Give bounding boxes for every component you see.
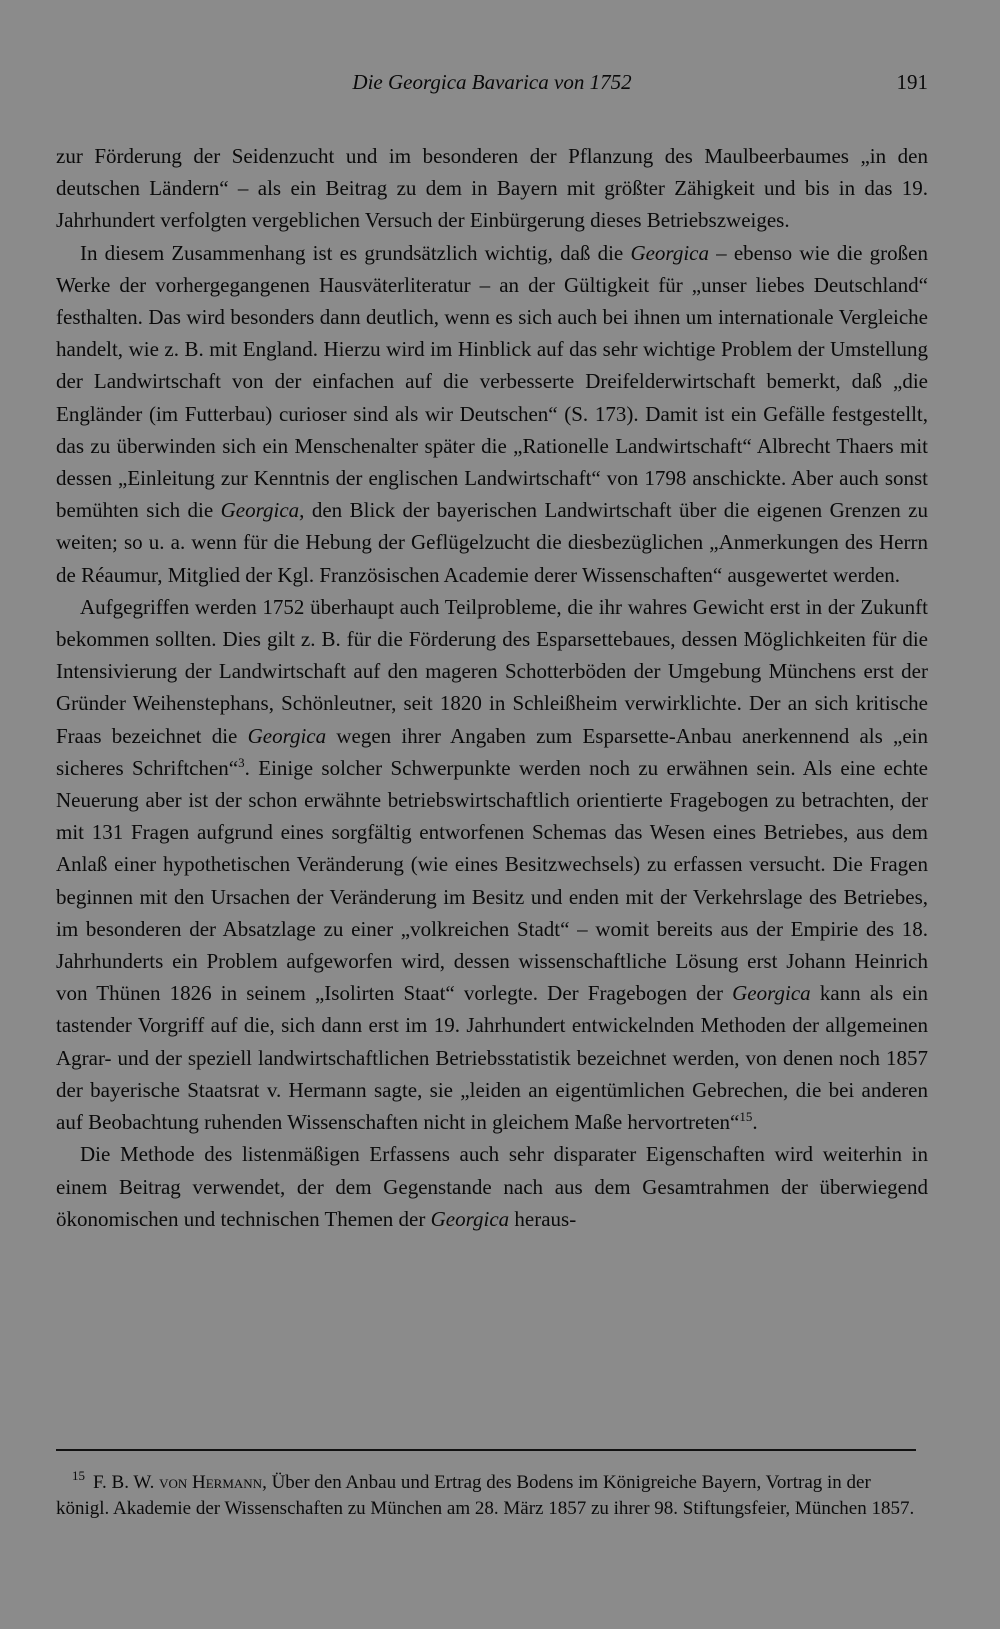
paragraph-3-text-d: kann als ein tastender Vorgriff auf die, sich dann erst im 19. Jahrhundert entwickelnden Methoden der allgemeinen Agrar- und der speziell landwirtschaftlichen Betriebsstatistik bezeichnet werden, von denen noch 1857 der bayerische Staatsrat v. Hermann sagte, sie „leiden an eigentümlichen Gebrechen, die bei anderen auf Beobachtung ruhenden Wissenschaften nicht in gleichem Maße hervortreten“ [56,981,929,1135]
footnote-ref-15[interactable]: 15 [739,1109,753,1125]
footnotes [56,1463,916,1522]
paragraph-2-text-c: den Blick der bayerischen Landwirtschaft über die eigenen Grenzen zu weiten; so u. a. wenn für die Hebung der Geflügelzucht die diesbezüglichen „Anmerkungen des Herrn de Réaumur, Mitglied der Kgl. Französischen Academie derer Wissenschaften“ ausgewertet werden. [56,498,928,587]
paragraph-2 [56,237,928,591]
paragraph-2-text-b: – ebenso wie die großen Werke der vorhergegangenen Hausväterliteratur – an der Gültigkeit für „unser liebes Deutschland“ festhalten. Das wird besonders dann deutlich, wenn es sich auch bei ihnen um internationale Vergleiche handelt, wie z. B. mit England. Hierzu wird im Hinblick auf das sehr wichtige Problem der Umstellung der Landwirtschaft von der einfachen auf die verbesserte Dreifelderwirtschaft bemerkt, daß „die Engländer (im Futterbau) curioser sind als wir Deutschen“ (S. 173). Damit ist ein Gefälle festgestellt, das zu überwinden sich ein Menschenalter später die „Rationelle Landwirtschaft“ Albrecht Thaers mit dessen „Einleitung zur Kenntnis der englischen Landwirtschaft“ von 1798 anschickte. Aber auch sonst bemühten sich die [56,240,928,523]
paragraph-4-italic-1: Georgica [430,1206,510,1231]
paragraph-3-text-a: Aufgegriffen werden 1752 überhaupt auch Teilprobleme, die ihr wahres Gewicht erst in der Zukunft bekommen sollten. Dies gilt z. B. für die Förderung des Esparsettebaues, dessen Möglichkeiten für die Intensivierung der Landwirtschaft auf den mageren Schotterböden der Umgebung Münchens erst der Gründer Weihenstephans, Schönleutner, seit 1820 in Schleißheim verwirklichte. Der an sich kritische Fraas bezeichnet die [56,594,928,748]
paragraph-4 [56,1138,928,1235]
paragraph-4-text-a: Die Methode des listenmäßigen Erfassens auch sehr disparater Eigenschaften wird weiterhin in einem Beitrag verwendet, der dem Gegenstande nach aus dem Gesamtrahmen der überwiegend ökonomischen und technischen Themen der [56,1142,928,1231]
footnote-15 [56,1463,916,1522]
footnote-text: , Über den Anbau und Ertrag des Bodens im Königreiche Bayern, Vortrag in der königl. Akademie der Wissenschaften zu München am 28. März 1857 zu ihrer 98. Stiftungsfeier, München 1857. [56,1472,915,1519]
paragraph-3-italic-1: Georgica [247,723,327,748]
body-text [56,140,928,1235]
paragraph-3-text-e: . [752,1110,758,1135]
paragraph-2-italic-2: Georgica, [220,498,305,523]
paragraph-1-text: zur Förderung der Seidenzucht und im besonderen der Pflanzung des Maulbeerbaumes „in den deutschen Ländern“ – als ein Beitrag zu dem in Bayern mit größter Zähigkeit und bis in das 19. Jahrhundert verfolgten vergeblichen Versuch der Einbürgerung dieses Betriebszweiges. [56,144,928,233]
footnote-number: 15 [72,1468,85,1483]
paragraph-2-text-a: In diesem Zusammenhang ist es grundsätzlich wichtig, daß die [80,240,631,265]
paragraph-2-italic-1: Georgica [630,240,709,265]
footnote-author-name: von Hermann [159,1472,263,1493]
paragraph-4-text-b: heraus- [509,1206,577,1231]
paragraph-3 [56,591,928,1138]
running-title: Die Georgica Bavarica von 1752 [352,70,632,94]
paragraph-3-text-b: wegen ihrer Angaben zum Esparsette-Anbau anerkennend als „ein sicheres Schriftchen“ [56,723,928,780]
paragraph-1 [56,140,928,237]
page-header [56,70,928,110]
footnote-divider [56,1449,916,1451]
paragraph-3-italic-2: Georgica [732,981,811,1006]
page-number: 191 [896,70,928,94]
footnote-ref-3[interactable]: 3 [238,754,245,770]
footnote-author-initials: F. B. W. [93,1472,160,1493]
paragraph-3-text-c: . Einige solcher Schwerpunkte werden noch zu erwähnen sein. Als eine echte Neuerung aber ist der schon erwähnte betriebswirtschaftlich orientierte Fragebogen zu betrachten, der mit 131 Fragen aufgrund eines sorgfältig entworfenen Schemas das Wesen eines Betriebes, aus dem Anlaß einer hypothetischen Veränderung (wie eines Besitzwechsels) zu erfassen versucht. Die Fragen beginnen mit den Ursachen der Veränderung im Besitz und enden mit der Verkehrslage des Betriebes, im besonderen der Absatzlage zu einer „volkreichen Stadt“ – womit bereits aus der Empirie des 18. Jahrhunderts ein Problem aufgeworfen wird, dessen wissenschaftliche Lösung erst Johann Heinrich von Thünen 1826 in seinem „Isolirten Staat“ vorlegte. Der Fragebogen der [56,755,928,1006]
